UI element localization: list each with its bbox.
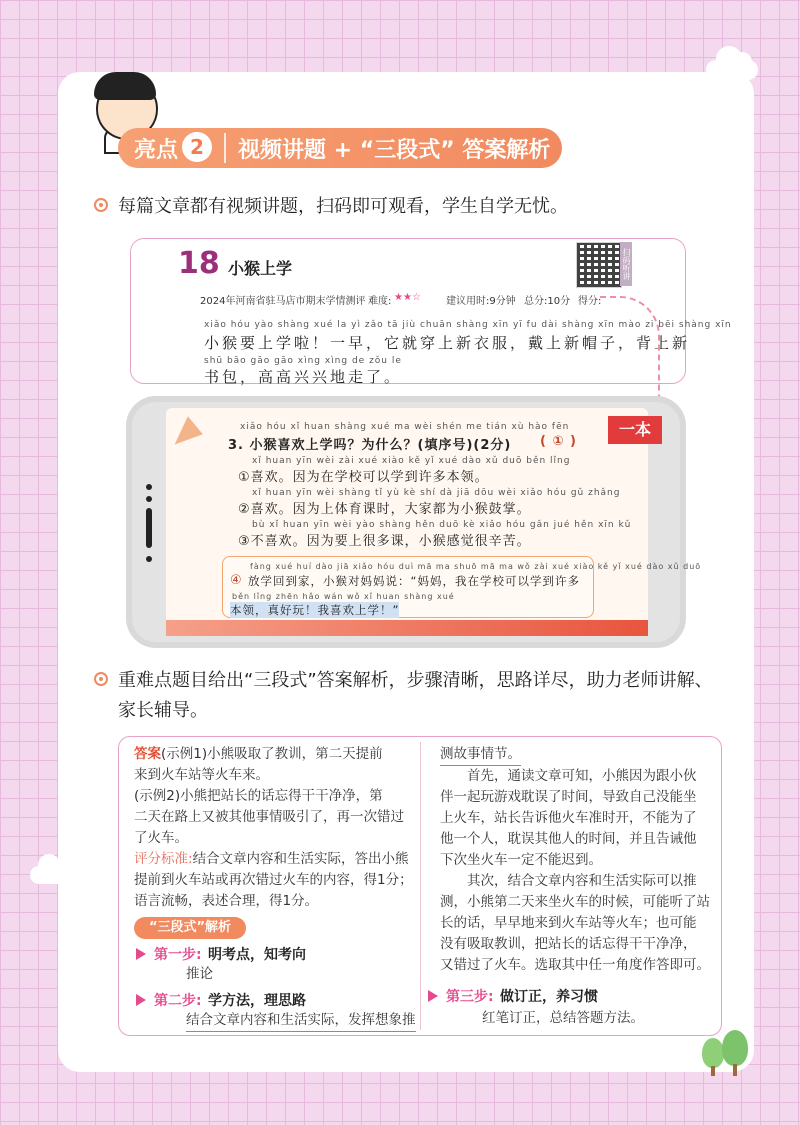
- analysis-line: 上火车，站长告诉他火车准时开，不能为了: [440, 810, 697, 826]
- total-score: 总分:10分: [524, 296, 571, 307]
- difficulty-label: 难度:: [368, 296, 392, 307]
- bullet-icon: [94, 198, 108, 212]
- lesson-source: 2024年河南省驻马店市期末学情测评: [200, 296, 366, 307]
- step-arrow-icon: [428, 990, 438, 1002]
- three-stage-tag: “三段式”解析: [134, 917, 246, 939]
- answer-right-column: [440, 744, 718, 976]
- bullet-icon: [94, 672, 108, 686]
- pinyin-line: xiǎo hóu yào shàng xué la yì zǎo tā jiù chuān shàng xīn yī fu dài shàng xīn mào zi bēi shàng xīn: [204, 320, 732, 330]
- pinyin-line: xǐ huan yīn wèi zài xué xiào kě yǐ xué dào xǔ duō běn lǐng: [252, 456, 571, 466]
- step-1-label: 第一步:: [154, 947, 202, 963]
- score-criteria-line: 语言流畅，表述合理，得1分。: [134, 893, 319, 909]
- step-3-title: 做订正，养习惯: [500, 989, 598, 1005]
- analysis-line: 伴一起玩游戏耽误了时间，导致自己没能坐: [440, 789, 697, 805]
- answer-line: 了火车。: [134, 830, 188, 846]
- answer-line: 二天在路上又被其他事情吸引了，再一次错过: [134, 809, 404, 825]
- answer-line: (示例1)小熊吸取了教训，第二天提前: [161, 746, 383, 762]
- analysis-line: 首先，通读文章可知，小熊因为跟小伙: [467, 768, 697, 784]
- banner-label: 亮点: [134, 138, 179, 163]
- qr-tag: 扫码听讲: [620, 242, 632, 286]
- analysis-line: 他一个人，耽误其他人的时间，并且告诫他: [440, 831, 697, 847]
- score-field: 得分:: [578, 296, 602, 307]
- analysis-line: 其次，结合文章内容和生活实际可以推: [467, 873, 697, 889]
- passage-line: 书包，高高兴兴地走了。: [204, 368, 403, 386]
- pinyin-line: běn lǐng zhēn hǎo wán wǒ xǐ huan shàng xué: [232, 592, 455, 601]
- question-answer: ( ① ): [540, 434, 577, 449]
- passage-line: 小猴要上学啦！一早，它就穿上新衣服，戴上新帽子，背上新: [204, 334, 691, 352]
- banner-title: 视频讲题 + “三段式” 答案解析: [238, 138, 551, 163]
- step-2-body: 结合文章内容和生活实际，发挥想象推: [186, 1010, 416, 1032]
- difficulty-stars: ★★☆: [394, 292, 421, 303]
- step-arrow-icon: [136, 994, 146, 1006]
- answer-line: 来到火车站等火车来。: [134, 767, 269, 783]
- phone-side-controls: [146, 484, 154, 564]
- step-arrow-icon: [136, 948, 146, 960]
- score-criteria-line: 结合文章内容和生活实际，答出小熊: [192, 851, 409, 867]
- answer-left-column: [134, 744, 414, 912]
- lesson-title: 小猴上学: [228, 259, 293, 278]
- banner-number: 2: [182, 132, 212, 162]
- feature-point-1: 每篇文章都有视频讲题，扫码即可观看，学生自学无忧。: [118, 196, 568, 217]
- analysis-line: 测，小熊第二天来坐火车的时候，可能听了站: [440, 894, 710, 910]
- step-3-label: 第三步:: [446, 989, 494, 1005]
- option-2: ②喜欢。因为上体育课时，大家都为小猴鼓掌。: [238, 502, 531, 517]
- pinyin-line: xiǎo hóu xǐ huan shàng xué ma wèi shén me tián xù hào fēn: [240, 422, 570, 432]
- analysis-line: 下次坐火车一定不能迟到。: [440, 852, 602, 868]
- answer-label: 答案: [134, 746, 161, 762]
- answer-line: (示例2)小熊把站长的话忘得干干净净，第: [134, 788, 383, 804]
- story-line: 放学回到家，小猴对妈妈说：“妈妈，我在学校可以学到许多: [248, 574, 580, 588]
- score-criteria-label: 评分标准:: [134, 851, 193, 867]
- step-1-body: 推论: [186, 966, 213, 982]
- option-1: ①喜欢。因为在学校可以学到许多本领。: [238, 470, 489, 485]
- feature-point-2: 重难点题目给出“三段式”答案解析，步骤清晰，思路详尽，助力老师讲解、家长辅导。: [118, 670, 713, 721]
- question-text: 3. 小猴喜欢上学吗？为什么？(填序号)(2分): [228, 438, 512, 453]
- column-divider: [420, 742, 421, 1030]
- analysis-line: 测故事情节。: [440, 744, 521, 766]
- step-3-body: 红笔订正，总结答题方法。: [482, 1010, 644, 1026]
- pinyin-line: fàng xué huí dào jiā xiǎo hóu duì mā ma shuō mā ma wǒ zài xué xiào kě yǐ xué dào xǔ duō: [250, 562, 702, 571]
- step-1-title: 明考点，知考向: [208, 947, 306, 963]
- story-number: ④: [230, 573, 243, 588]
- book-tag: 一本: [608, 416, 662, 444]
- step-2-label: 第二步:: [154, 993, 202, 1009]
- story-line: 本领，真好玩！我喜欢上学！”: [230, 603, 400, 617]
- analysis-line: 长的话，早早地来到火车站等火车；也可能: [440, 915, 697, 931]
- option-3: ③不喜欢。因为要上很多课，小猴感觉很辛苦。: [238, 534, 531, 549]
- tree-decoration-icon: [700, 1030, 760, 1076]
- pinyin-line: xǐ huan yīn wèi shàng tǐ yù kè shí dà jiā dōu wèi xiǎo hóu gǔ zhǎng: [252, 488, 621, 498]
- banner-divider: [224, 133, 226, 163]
- phone-red-strip: [166, 620, 648, 636]
- pinyin-line: bù xǐ huan yīn wèi yào shàng hěn duō kè xiǎo hóu gǎn jué hěn xīn kǔ: [252, 520, 632, 530]
- score-criteria-line: 提前到火车站或再次错过火车的内容，得1分；: [134, 872, 413, 888]
- analysis-line: 没有吸取教训，把站长的话忘得干干净净，: [440, 936, 697, 952]
- analysis-line: 又错过了火车。选取其中任一角度作答即可。: [440, 957, 710, 973]
- qr-code-icon[interactable]: [576, 242, 622, 288]
- suggested-time: 建议用时:9分钟: [446, 296, 516, 307]
- mascot-hair: [94, 72, 156, 100]
- step-2-title: 学方法，理思路: [208, 993, 306, 1009]
- pinyin-line: shū bāo gāo gāo xìng xìng de zǒu le: [204, 356, 402, 366]
- lesson-number: 18: [178, 246, 220, 281]
